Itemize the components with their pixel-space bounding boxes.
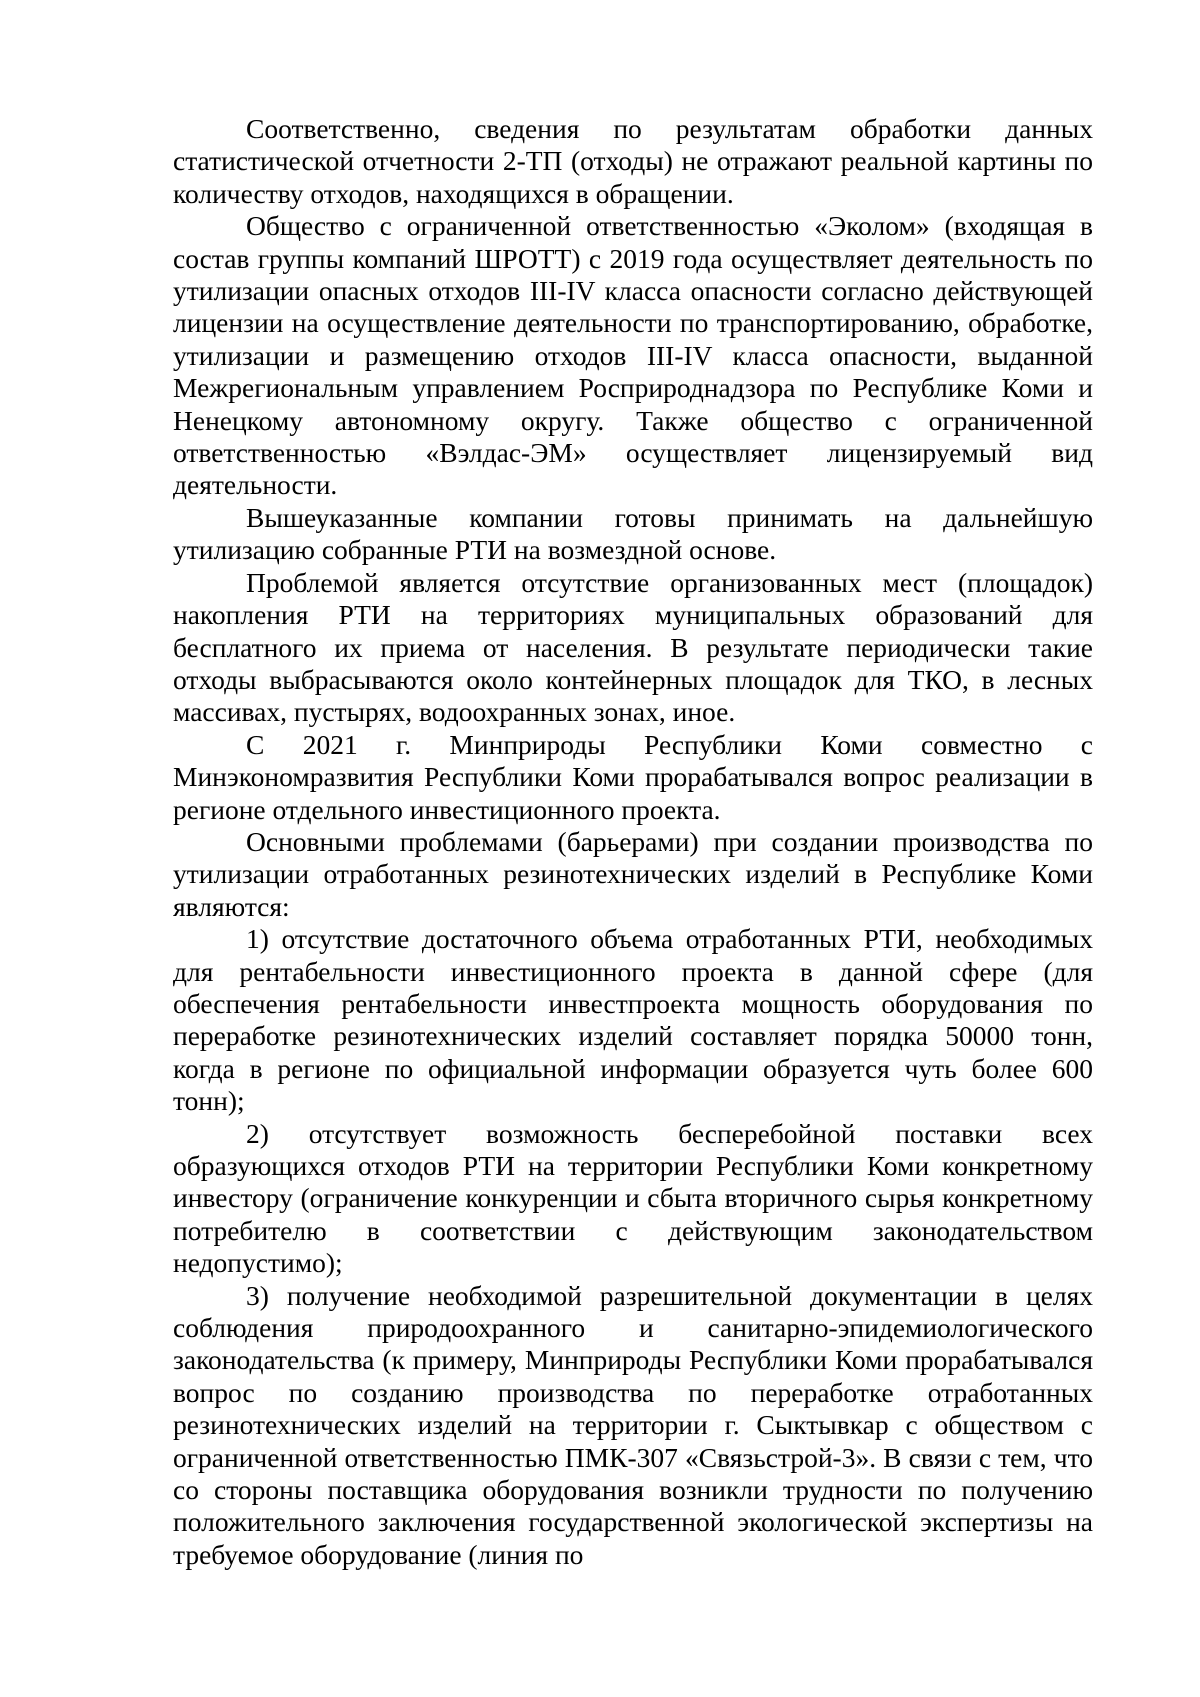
paragraph-barrier-1: 1) отсутствие достаточного объема отработанных РТИ, необходимых для рентабельности инвестиционного проекта в данной сфере (для обеспечения рентабельности инвестпроекта мощность оборудования по переработке резинотехнических изделий составляет порядка 50000 тонн, когда в регионе по официальной информации образуется чуть более 600 тонн); [173,923,1093,1117]
paragraph-problem: Проблемой является отсутствие организованных мест (площадок) накопления РТИ на территориях муниципальных образований для бесплатного их приема от населения. В результате периодически такие отходы выбрасываются около контейнерных площадок для ТКО, в лесных массивах, пустырях, водоохранных зонах, иное. [173,566,1093,728]
document-page [173,113,1093,1571]
paragraph-barriers-intro: Основными проблемами (барьерами) при создании производства по утилизации отработанных резинотехнических изделий в Республике Коми являются: [173,825,1093,922]
paragraph-barrier-2: 2) отсутствует возможность бесперебойной поставки всех образующихся отходов РТИ на территории Республики Коми конкретному инвестору (ограничение конкуренции и сбыта вторичного сырья конкретному потребителю в соответствии с действующим законодательством недопустимо); [173,1117,1093,1279]
paragraph-companies-ready: Вышеуказанные компании готовы принимать на дальнейшую утилизацию собранные РТИ на возмездной основе. [173,501,1093,566]
paragraph-ekolom: Общество с ограниченной ответственностью «Эколом» (входящая в состав группы компаний ШРОТТ) с 2019 года осуществляет деятельность по утилизации опасных отходов III-IV класса опасности согласно действующей лицензии на осуществление деятельности по транспортированию, обработке, утилизации и размещению отходов III-IV класса опасности, выданной Межрегиональным управлением Росприроднадзора по Республике Коми и Ненецкому автономному округу. Также общество с ограниченной ответственностью «Вэлдас-ЭМ» осуществляет лицензируемый вид деятельности. [173,210,1093,501]
paragraph-statistics: Соответственно, сведения по результатам обработки данных статистической отчетности 2-ТП (отходы) не отражают реальной картины по количеству отходов, находящихся в обращении. [173,113,1093,209]
paragraph-investment-project: С 2021 г. Минприроды Республики Коми совместно с Минэкономразвития Республики Коми прорабатывался вопрос реализации в регионе отдельного инвестиционного проекта. [173,728,1093,825]
paragraph-barrier-3: 3) получение необходимой разрешительной документации в целях соблюдения природоохранного и санитарно-эпидемиологического законодательства (к примеру, Минприроды Республики Коми прорабатывался вопрос по созданию производства по переработке отработанных резинотехнических изделий на территории г. Сыктывкар с обществом с ограниченной ответственностью ПМК-307 «Связьстрой-3». В связи с тем, что со стороны поставщика оборудования возникли трудности по получению положительного заключения государственной экологической экспертизы на требуемое оборудование (линия по [173,1279,1093,1570]
